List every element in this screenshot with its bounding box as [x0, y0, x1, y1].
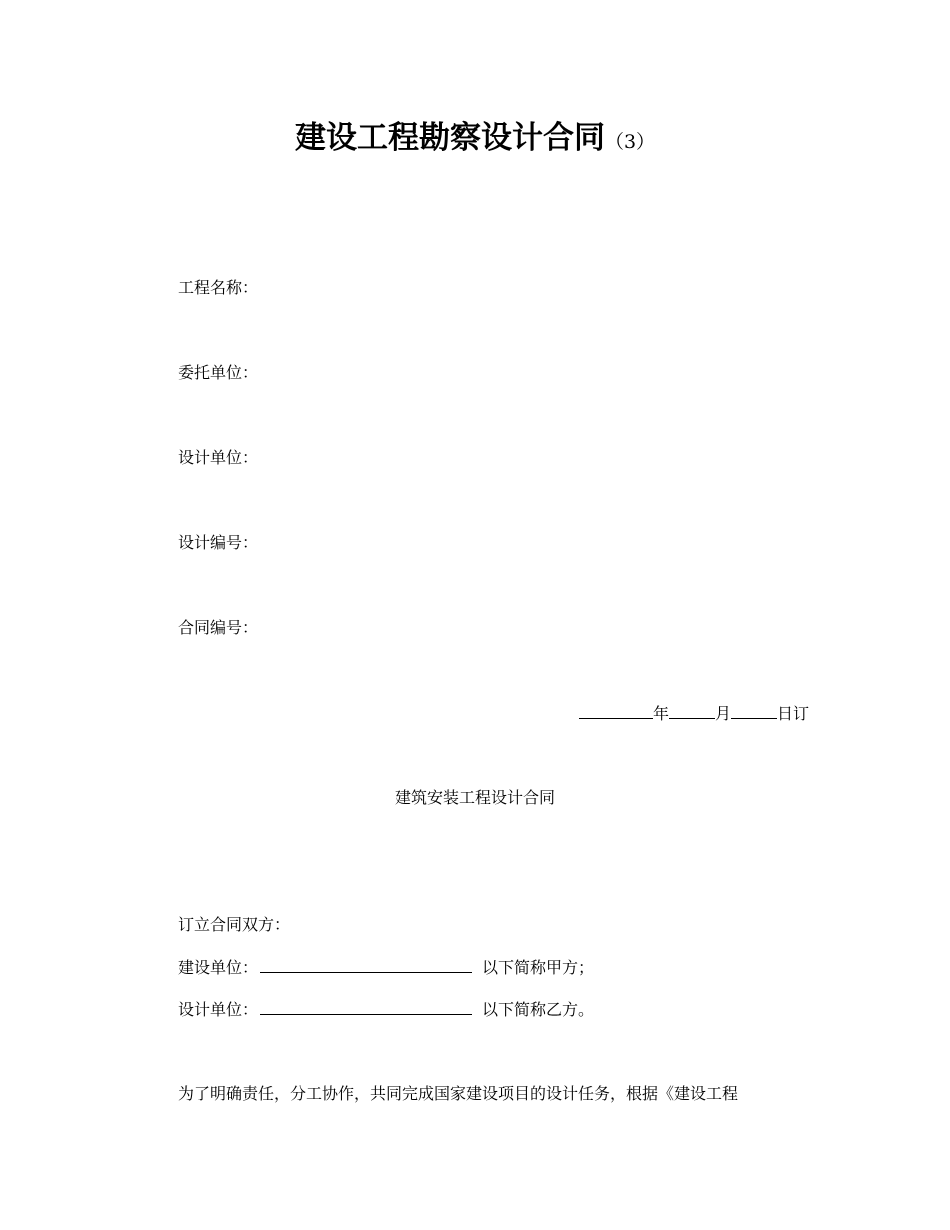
party-b-label: 设计单位：: [178, 1000, 259, 1019]
party-a-label: 建设单位：: [178, 958, 259, 977]
party-b-suffix: 以下简称乙方。: [482, 1000, 595, 1019]
body-paragraph: 为了明确责任，分工协作，共同完成国家建设项目的设计任务，根据《建设工程: [178, 1084, 739, 1103]
contract-subtitle: 建筑安装工程设计合同: [394, 788, 555, 807]
field-project-name: 工程名称：: [178, 278, 259, 297]
field-design-number: 设计编号：: [178, 533, 259, 552]
year-blank: [579, 703, 653, 719]
party-b-blank: [260, 999, 472, 1015]
document-title-text: 建设工程勘察设计合同: [294, 120, 605, 156]
document-title: [0, 112, 950, 157]
day-label: 日订: [776, 704, 809, 723]
field-entrusting-unit: 委托单位：: [178, 363, 259, 382]
document-title-number: （3）: [604, 131, 656, 153]
field-contract-number: 合同编号：: [178, 618, 259, 637]
party-b-line: [178, 999, 594, 1021]
day-blank: [731, 703, 777, 719]
month-label: 月: [714, 704, 731, 723]
field-design-unit: 设计单位：: [178, 448, 259, 467]
party-a-line: [178, 957, 594, 979]
signing-date-line: [579, 703, 809, 725]
year-label: 年: [652, 704, 669, 723]
party-a-suffix: 以下简称甲方；: [482, 958, 595, 977]
party-a-blank: [260, 957, 472, 973]
month-blank: [669, 703, 715, 719]
parties-heading: 订立合同双方：: [178, 915, 291, 934]
